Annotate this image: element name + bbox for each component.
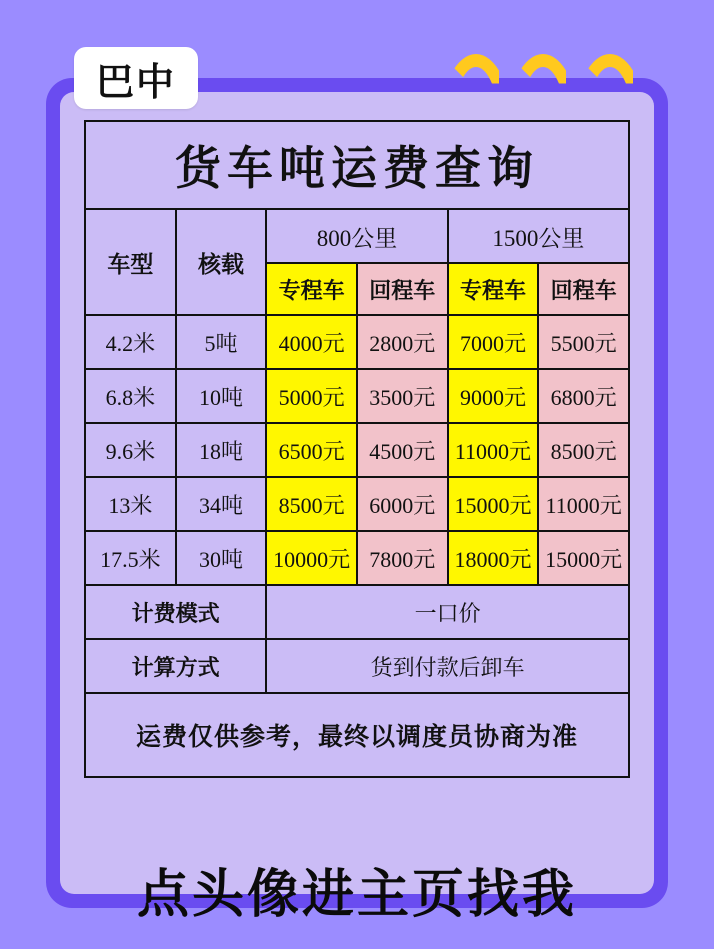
- cta-text: 点头像进主页找我: [136, 866, 577, 924]
- disclaimer-note: 运费仅供参考，最终以调度员协商为准: [85, 693, 629, 777]
- arc-icon: [507, 54, 579, 126]
- freight-price-table: [84, 120, 630, 778]
- cell-1500-direct: 9000元: [448, 369, 539, 423]
- cell-800-direct: 8500元: [266, 477, 357, 531]
- cell-800-return: 2800元: [357, 315, 448, 369]
- cell-vehicle: 13米: [85, 477, 176, 531]
- cell-800-return: 6000元: [357, 477, 448, 531]
- cell-load: 30吨: [176, 531, 267, 585]
- cell-vehicle: 4.2米: [85, 315, 176, 369]
- header-1500-return: 回程车: [538, 263, 629, 315]
- cell-800-direct: 10000元: [266, 531, 357, 585]
- cell-1500-return: 15000元: [538, 531, 629, 585]
- cell-load: 5吨: [176, 315, 267, 369]
- cell-1500-direct: 18000元: [448, 531, 539, 585]
- cell-800-direct: 4000元: [266, 315, 357, 369]
- table-row: [85, 477, 629, 531]
- table-header-row-1: [85, 209, 629, 263]
- table-row: [85, 423, 629, 477]
- cell-1500-return: 11000元: [538, 477, 629, 531]
- footer-label-calc-method: 计算方式: [85, 639, 266, 693]
- cell-1500-return: 6800元: [538, 369, 629, 423]
- table-footer-row: [85, 585, 629, 639]
- cell-800-direct: 5000元: [266, 369, 357, 423]
- cell-1500-direct: 15000元: [448, 477, 539, 531]
- footer-value-billing-mode: 一口价: [266, 585, 629, 639]
- arc-icon: [574, 54, 646, 126]
- cell-vehicle: 9.6米: [85, 423, 176, 477]
- header-load: 核载: [176, 209, 267, 315]
- cell-1500-direct: 11000元: [448, 423, 539, 477]
- cell-800-return: 7800元: [357, 531, 448, 585]
- table-row: [85, 315, 629, 369]
- city-tag: [74, 47, 198, 109]
- page-title: 货车吨运费查询: [85, 121, 629, 209]
- table-row: [85, 531, 629, 585]
- header-800-return: 回程车: [357, 263, 448, 315]
- price-card: [46, 78, 668, 908]
- header-vehicle: 车型: [85, 209, 176, 315]
- price-card-inner: [60, 92, 654, 894]
- header-800-direct: 专程车: [266, 263, 357, 315]
- decorative-arcs: [440, 52, 640, 112]
- cell-vehicle: 17.5米: [85, 531, 176, 585]
- cell-load: 34吨: [176, 477, 267, 531]
- footer-label-billing-mode: 计费模式: [85, 585, 266, 639]
- arc-icon: [440, 54, 512, 126]
- cell-800-return: 4500元: [357, 423, 448, 477]
- table-title-row: [85, 121, 629, 209]
- header-distance-1500: 1500公里: [448, 209, 629, 263]
- cell-vehicle: 6.8米: [85, 369, 176, 423]
- cell-800-return: 3500元: [357, 369, 448, 423]
- header-1500-direct: 专程车: [448, 263, 539, 315]
- cell-1500-return: 8500元: [538, 423, 629, 477]
- header-distance-800: 800公里: [266, 209, 447, 263]
- cell-1500-return: 5500元: [538, 315, 629, 369]
- table-row: [85, 369, 629, 423]
- cell-load: 18吨: [176, 423, 267, 477]
- cell-1500-direct: 7000元: [448, 315, 539, 369]
- footer-value-calc-method: 货到付款后卸车: [266, 639, 629, 693]
- cell-800-direct: 6500元: [266, 423, 357, 477]
- cell-load: 10吨: [176, 369, 267, 423]
- table-note-row: [85, 693, 629, 777]
- city-tag-label: 巴中: [95, 61, 176, 104]
- table-footer-row: [85, 639, 629, 693]
